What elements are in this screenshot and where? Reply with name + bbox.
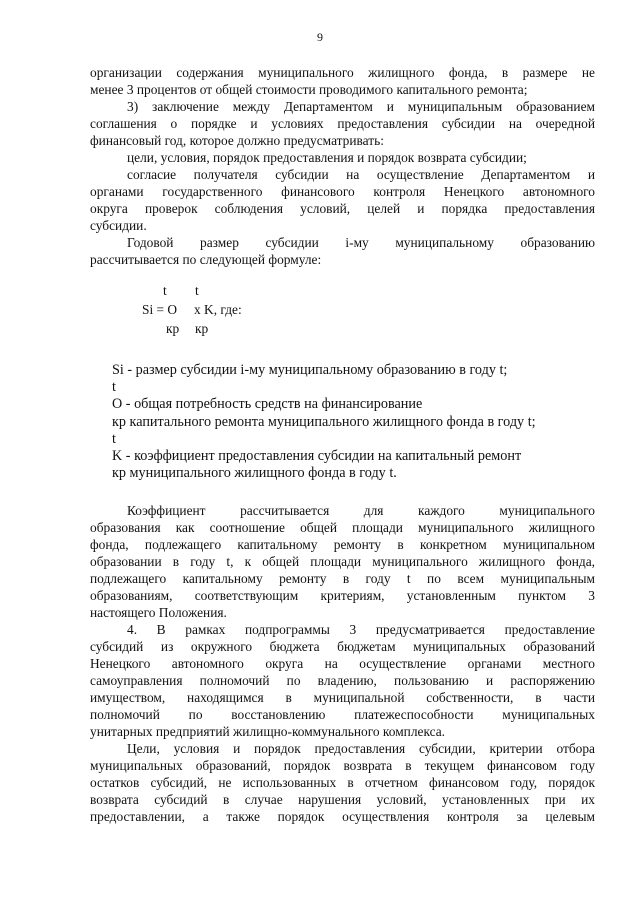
legend-line: K - коэффициент предоставления субсидии на капитальный ремонт	[112, 448, 522, 465]
text-line: предоставлении, а также порядок осуществления контроля за целевым	[90, 809, 595, 825]
formula-legend	[112, 362, 595, 482]
text-line: имуществом, находящимся в муниципальной собственности, в части	[90, 690, 595, 706]
formula-superscript: t	[195, 283, 199, 298]
spacer	[90, 482, 595, 502]
text-line: остатков субсидий, не использованных в отчетном финансовом году, порядок	[90, 775, 595, 791]
text-line: органами государственного финансового контроля Ненецкого автономного	[90, 184, 595, 199]
legend-line: t	[112, 379, 116, 396]
text-line: образовании в году t, к общей площади муниципального жилищного фонда,	[90, 554, 595, 570]
text-line: самоуправления полномочий по владению, пользованию и распоряжению	[90, 673, 595, 689]
text-line: Ненецкого автономного округа на осуществление органами местного	[90, 656, 595, 672]
text-line: настоящего Положения.	[90, 605, 227, 621]
legend-line: t	[112, 430, 116, 447]
text-line: возврата субсидий в случае нарушения условий, установленных при их	[90, 792, 595, 808]
text-line: организации содержания муниципального жилищного фонда, в размере не	[90, 65, 595, 80]
formula-superscript: t	[163, 283, 167, 298]
text-line: 4. В рамках подпрограммы 3 предусматривается предоставление	[127, 622, 595, 638]
text-line: Коэффициент рассчитывается для каждого муниципального	[127, 503, 595, 519]
text-line: финансовый год, которое должно предусматривать:	[90, 133, 384, 148]
formula-main: Si = O	[142, 302, 178, 317]
formula-main-rest: x K, где:	[194, 302, 242, 317]
text-line: образованиям, соответствующим критериям, установленным пунктом 3	[90, 588, 595, 604]
text-line: рассчитывается по следующей формуле:	[90, 252, 322, 267]
text-line: соглашения о порядке и условиях предоставления субсидии на очередной	[90, 116, 595, 131]
legend-line: O - общая потребность средств на финансирование	[112, 396, 423, 413]
legend-line: кр капитального ремонта муниципального жилищного фонда в году t;	[112, 413, 536, 430]
text-line: 3) заключение между Департаментом и муниципальным образованием	[127, 99, 595, 114]
legend-line: Si - размер субсидии i-му муниципальному образованию в году t;	[112, 362, 508, 378]
subsidy-formula	[90, 282, 595, 348]
formula-subscript: кр	[166, 321, 180, 336]
text-line: согласие получателя субсидии на осуществление Департаментом и	[127, 167, 595, 182]
text-line: муниципальных образований, порядок возврата в текущем финансовом году	[90, 758, 595, 774]
text-line: субсидии.	[90, 218, 147, 233]
formula-subscript: кр	[195, 321, 209, 336]
text-line: образования как соотношение общей площади муниципального жилищного	[90, 520, 595, 536]
text-line: менее 3 процентов от общей стоимости проводимого капитального ремонта;	[90, 82, 528, 97]
legend-line: кр муниципального жилищного фонда в году t.	[112, 465, 397, 482]
document-body	[90, 64, 595, 825]
page-number: 9	[317, 30, 323, 44]
text-line: цели, условия, порядок предоставления и порядок возврата субсидии;	[127, 150, 527, 165]
text-line: подлежащего капитальному ремонту в году t по всем муниципальным	[90, 571, 595, 587]
text-line: округа проверок соблюдения условий, целей и порядка предоставления	[90, 201, 595, 216]
text-line: Годовой размер субсидии i-му муниципальному образованию	[127, 235, 595, 250]
text-line: Цели, условия и порядок предоставления субсидии, критерии отбора	[127, 741, 595, 757]
text-line: полномочий по восстановлению платежеспособности муниципальных	[90, 707, 595, 723]
text-line: субсидий из окружного бюджета бюджетам муниципальных образований	[90, 639, 595, 655]
text-line: фонда, подлежащего капитальному ремонту в конкретном муниципальном	[90, 537, 595, 553]
text-line: унитарных предприятий жилищно-коммунального комплекса.	[90, 724, 446, 740]
